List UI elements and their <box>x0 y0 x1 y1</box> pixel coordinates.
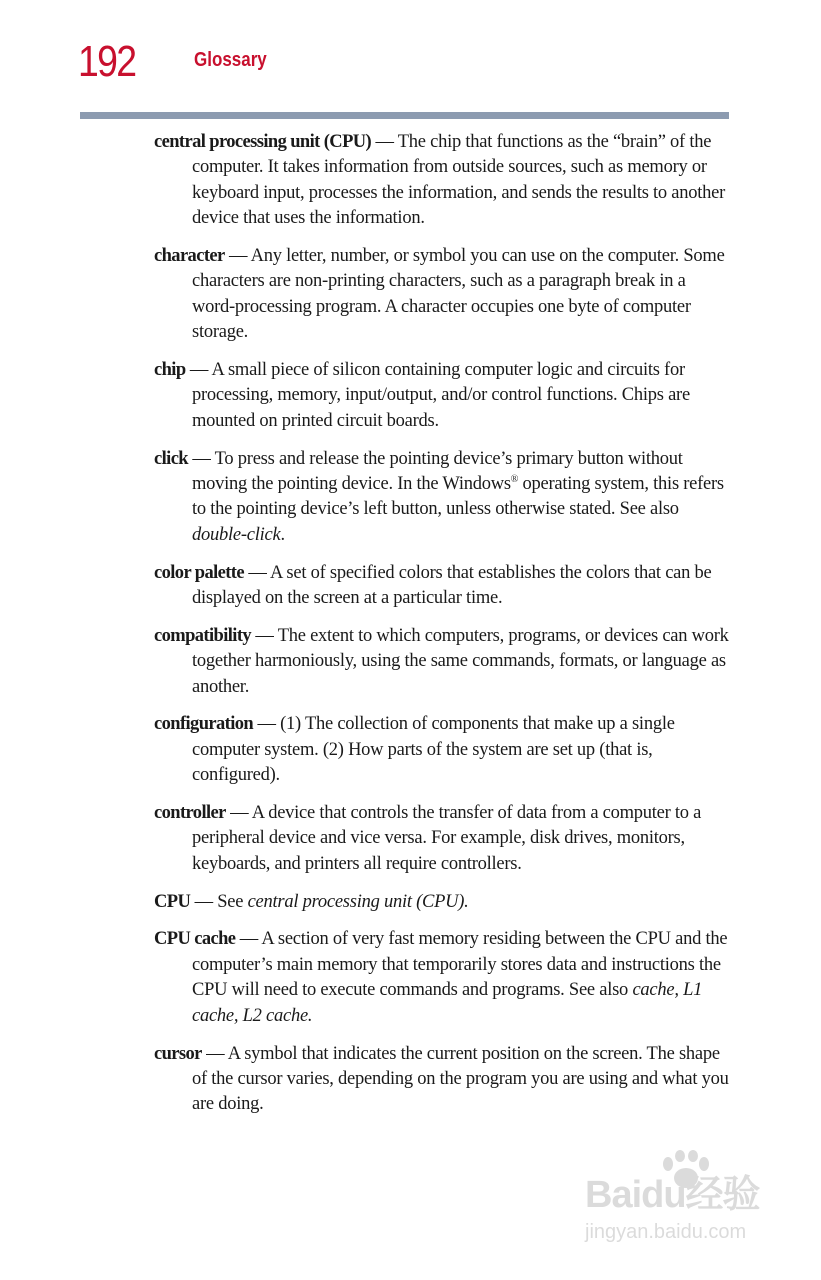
entry-term: color palette <box>154 562 244 583</box>
glossary-entry-cursor <box>154 1042 730 1118</box>
entry-definition: — (1) The collection of components that make up a single computer system. (2) How parts of the system are set up (that is, configured). <box>192 714 675 786</box>
entry-term: chip <box>154 360 186 381</box>
header-rule <box>80 112 729 119</box>
see-also-reference: central processing unit (CPU). <box>247 891 469 912</box>
section-title: Glossary <box>194 49 267 71</box>
glossary-entry-controller <box>154 801 730 877</box>
glossary-entry-chip <box>154 358 730 434</box>
registered-mark: ® <box>510 473 519 485</box>
entry-term: configuration <box>154 714 254 735</box>
glossary-entry-click <box>154 447 730 549</box>
see-also-reference: cache, L1 cache, L2 cache. <box>192 980 703 1026</box>
glossary-entry-compatibility <box>154 624 730 700</box>
entry-term: controller <box>154 803 226 824</box>
entry-definition: — A set of specified colors that establishes the colors that can be displayed on the screen at a particular time. <box>192 562 712 609</box>
glossary-entry-cpu-cache <box>154 927 730 1029</box>
entry-definition: — Any letter, number, or symbol you can use on the computer. Some characters are non-printing characters, such as a paragraph break in a word-processing program. A character occupies one byte of computer storage. <box>192 246 725 343</box>
entry-definition: — A section of very fast memory residing between the CPU and the computer’s main memory that temporarily stores data and instructions the CPU will need to execute commands and programs. See also <box>192 929 728 1001</box>
entry-term: character <box>154 246 225 267</box>
glossary-entry-character <box>154 244 730 346</box>
glossary-entries <box>154 130 730 1130</box>
entry-term: central processing unit (CPU) <box>154 132 372 152</box>
entry-end: . <box>280 524 285 545</box>
entry-definition: — A symbol that indicates the current position on the screen. The shape of the cursor varies, depending on the program you are using and what you are doing. <box>192 1043 729 1115</box>
page-number: 192 <box>78 37 136 86</box>
entry-definition: — To press and release the pointing device’s primary button without moving the pointing device. In the Windows <box>188 448 683 495</box>
entry-definition: — The extent to which computers, programs, or devices can work together harmoniously, using the same commands, formats, or language as another. <box>192 625 729 697</box>
glossary-entry-color-palette <box>154 561 730 612</box>
watermark-logo-text: Baidu经验 <box>585 1174 760 1216</box>
entry-term: click <box>154 448 188 469</box>
entry-definition: — See <box>190 891 248 912</box>
glossary-entry-cpu-full <box>154 130 730 232</box>
entry-term: CPU cache <box>154 929 236 950</box>
entry-definition: — A device that controls the transfer of data from a computer to a peripheral device and vice versa. For example, disk drives, monitors, keyboards, and printers all require controllers. <box>192 803 702 874</box>
glossary-entry-configuration <box>154 712 730 788</box>
entry-term: compatibility <box>154 625 252 646</box>
entry-definition-continued: operating system, this refers to the pointing device’s left button, unless otherwise stated. See also <box>192 474 724 520</box>
entry-term: cursor <box>154 1043 202 1064</box>
see-also-reference: double-click <box>192 524 281 545</box>
entry-term: CPU <box>154 891 191 912</box>
watermark-url: jingyan.baidu.com <box>585 1221 747 1243</box>
baidu-watermark <box>583 1150 783 1255</box>
entry-definition: — The chip that functions as the “brain” of the computer. It takes information from outside sources, such as memory or keyboard input, processes the information, and sends the results to another device that uses the information. <box>192 132 726 229</box>
entry-definition: — A small piece of silicon containing computer logic and circuits for processing, memory, input/output, and/or control functions. Chips are mounted on printed circuit boards. <box>185 360 690 431</box>
glossary-entry-cpu <box>154 890 730 915</box>
